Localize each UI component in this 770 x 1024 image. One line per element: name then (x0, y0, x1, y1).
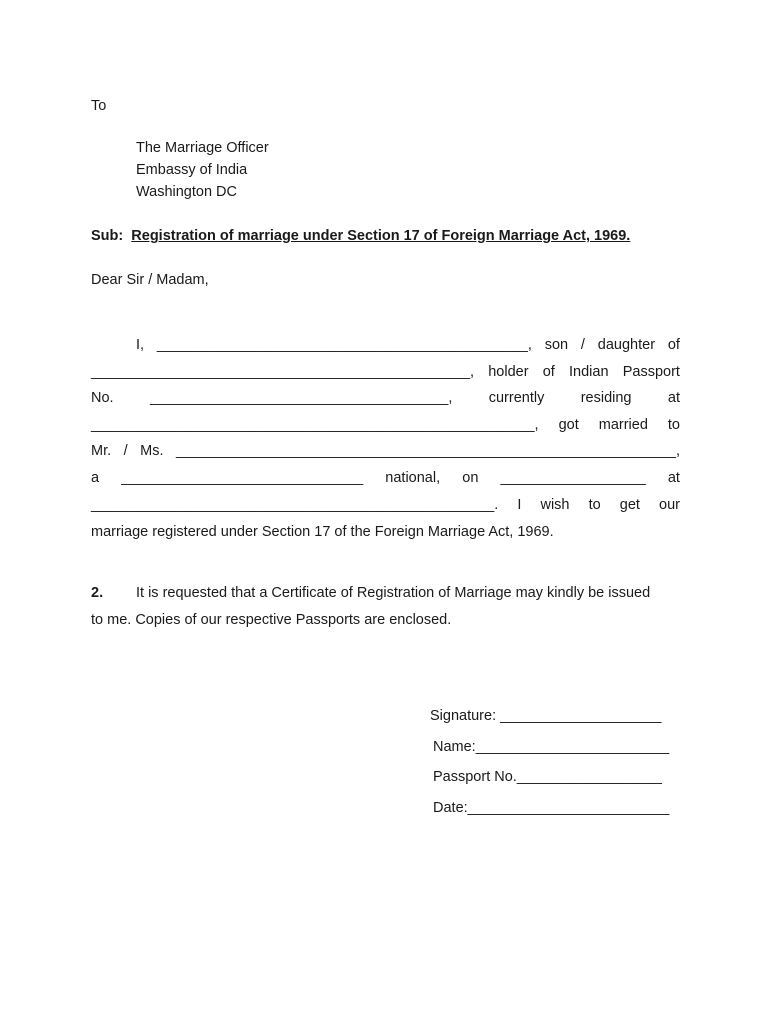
body-word: married (598, 417, 648, 433)
subject-line (91, 228, 630, 244)
addressee-city: Washington DC (136, 184, 238, 200)
body-word: currently (488, 390, 545, 406)
signature-field: Signature: ____________________ (430, 708, 662, 724)
to-label: To (91, 98, 107, 114)
body-line-3 (91, 390, 680, 406)
nationality-blank: ______________________________ (121, 470, 364, 486)
residence-blank: _______________________________________________________, (91, 417, 539, 433)
body-word: I, (136, 337, 145, 353)
body-word: our (659, 497, 680, 513)
body-word: / (123, 443, 128, 459)
parent-blank: _______________________________________________, (91, 364, 475, 380)
body-word: at (667, 390, 680, 406)
passport-field: Passport No.__________________ (433, 769, 662, 785)
body-word: daughter (597, 337, 656, 353)
para2-line-1: It is requested that a Certificate of Registration of Marriage may kindly be issued (136, 585, 651, 601)
body-word: Ms. (140, 443, 164, 459)
body-word: at (667, 470, 680, 486)
body-line-8: marriage registered under Section 17 of the Foreign Marriage Act, 1969. (91, 524, 554, 540)
body-line-6 (91, 470, 680, 486)
body-word: No. (91, 390, 114, 406)
paragraph-number: 2. (91, 585, 104, 601)
body-word: residing (580, 390, 632, 406)
spouse-name-blank: ______________________________________________________________, (175, 443, 680, 459)
para2-line-2: to me. Copies of our respective Passports are enclosed. (91, 612, 452, 628)
body-line-4 (91, 417, 680, 433)
body-word: wish (540, 497, 570, 513)
passport-number-blank: _____________________________________, (149, 390, 453, 406)
body-word: get (619, 497, 640, 513)
body-word: to (588, 497, 601, 513)
body-word: / (580, 337, 585, 353)
salutation: Dear Sir / Madam, (91, 272, 209, 288)
subject-text: Registration of marriage under Section 17 of Foreign Marriage Act, 1969. (131, 228, 631, 244)
body-word: of (542, 364, 555, 380)
body-word: Mr. (91, 443, 112, 459)
body-word: Passport (622, 364, 680, 380)
addressee-title: The Marriage Officer (136, 140, 269, 156)
name-field: Name:________________________ (433, 739, 670, 755)
body-line-7 (91, 497, 680, 513)
addressee-embassy: Embassy of India (136, 162, 248, 178)
body-word: son (544, 337, 569, 353)
body-word: to (667, 417, 680, 433)
body-word: holder (488, 364, 529, 380)
name-blank: ______________________________________________, (156, 337, 532, 353)
body-line-5 (91, 443, 680, 459)
date-field: Date:_________________________ (433, 800, 670, 816)
marriage-place-blank: __________________________________________________. (91, 497, 499, 513)
body-word: on (462, 470, 479, 486)
body-word: a (91, 470, 100, 486)
body-word: got (558, 417, 579, 433)
subject-prefix: Sub: (91, 228, 124, 244)
body-word: of (667, 337, 680, 353)
body-word: Indian (569, 364, 609, 380)
body-line-2 (91, 364, 680, 380)
body-word: national, (385, 470, 441, 486)
body-word: I (517, 497, 522, 513)
body-line-1 (136, 337, 680, 353)
marriage-date-blank: __________________ (500, 470, 646, 486)
